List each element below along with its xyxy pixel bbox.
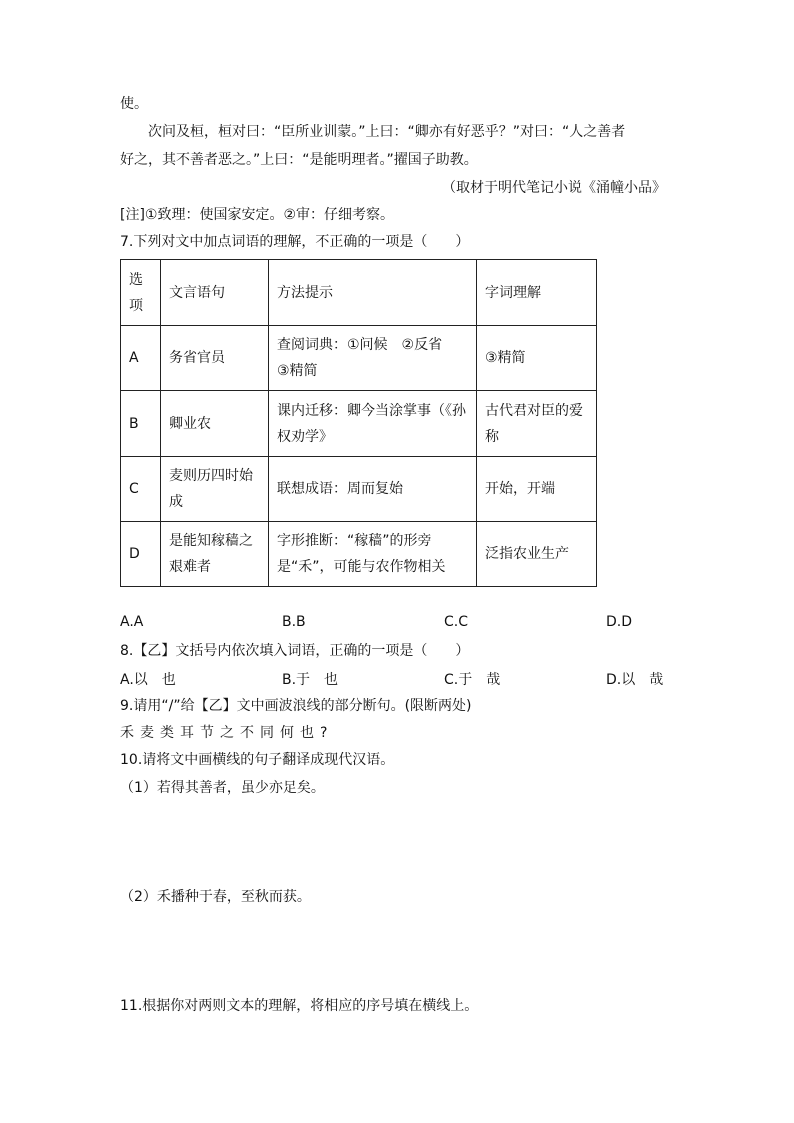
question-11-stem: 11.根据你对两则文本的理解，将相应的序号填在横线上。	[120, 998, 479, 1014]
question-10-item-2: （2）禾播种于春，至秋而获。	[120, 889, 311, 905]
question-9-text: 禾麦类耳节之不同何也?	[120, 725, 334, 741]
passage-line: 使。	[120, 96, 148, 112]
question-7-table	[120, 259, 597, 587]
choice-b[interactable]: B.于 也	[282, 672, 339, 688]
table-cell-hint: 联想成语：周而复始	[269, 457, 477, 522]
choice-a[interactable]: A.以 也	[120, 672, 176, 688]
table-cell-meaning: ③精简	[477, 326, 597, 391]
choice-d[interactable]: D.以 哉	[606, 672, 664, 688]
table-cell-sentence: 务省官员	[161, 326, 269, 391]
table-cell-meaning: 古代君对臣的爱称	[477, 391, 597, 457]
table-cell-option: D	[121, 522, 161, 587]
table-cell-option: A	[121, 326, 161, 391]
question-10-item-1: （1）若得其善者，虽少亦足矣。	[120, 780, 325, 796]
choice-c[interactable]: C.于 哉	[444, 672, 501, 688]
table-cell-hint: 字形推断：“稼穑”的形旁是“禾”，可能与农作物相关	[269, 522, 477, 587]
table-cell-hint: 课内迁移：卿今当涂掌事（《孙权劝学》	[269, 391, 477, 457]
table-cell-sentence: 麦则历四时始成	[161, 457, 269, 522]
table-header-row	[121, 260, 597, 326]
choice-a[interactable]: A.A	[120, 614, 144, 630]
table-cell-sentence: 是能知稼穑之艰难者	[161, 522, 269, 587]
passage-note: [注]①致理：使国家安定。②审：仔细考察。	[120, 207, 395, 223]
table-cell-hint: 查阅词典：①问候 ②反省 ③精简	[269, 326, 477, 391]
table-cell-meaning: 开始，开端	[477, 457, 597, 522]
table-cell-option: B	[121, 391, 161, 457]
passage-line: 次问及桓，桓对曰：“臣所业训蒙。”上曰：“卿亦有好恶乎？”对曰：“人之善者	[148, 124, 626, 140]
table-cell-option: C	[121, 457, 161, 522]
table-header-cell: 文言语句	[161, 260, 269, 326]
table-cell-sentence: 卿业农	[161, 391, 269, 457]
table-header-cell: 字词理解	[477, 260, 597, 326]
table-row	[121, 326, 597, 391]
table-header-cell	[121, 260, 161, 326]
passage-source: （取材于明代笔记小说《涌幢小品》	[442, 180, 666, 196]
passage-line: 好之，其不善者恶之。”上曰：“是能明理者。”擢国子助教。	[120, 152, 478, 168]
table-header-cell: 方法提示	[269, 260, 477, 326]
question-9-stem: 9.请用“/”给【乙】文中画波浪线的部分断句。(限断两处)	[120, 698, 472, 714]
table-row	[121, 522, 597, 587]
question-7-stem: 7.下列对文中加点词语的理解，不正确的一项是（ ）	[120, 234, 470, 250]
question-10-stem: 10.请将文中画横线的句子翻译成现代汉语。	[120, 752, 395, 768]
choice-d[interactable]: D.D	[606, 614, 633, 630]
choice-b[interactable]: B.B	[282, 614, 306, 630]
question-8-stem: 8.【乙】文括号内依次填入词语，正确的一项是（ ）	[120, 643, 470, 659]
table-cell-meaning: 泛指农业生产	[477, 522, 597, 587]
choice-c[interactable]: C.C	[444, 614, 469, 630]
table-row	[121, 391, 597, 457]
table-row	[121, 457, 597, 522]
header-option: 选项	[129, 271, 143, 314]
